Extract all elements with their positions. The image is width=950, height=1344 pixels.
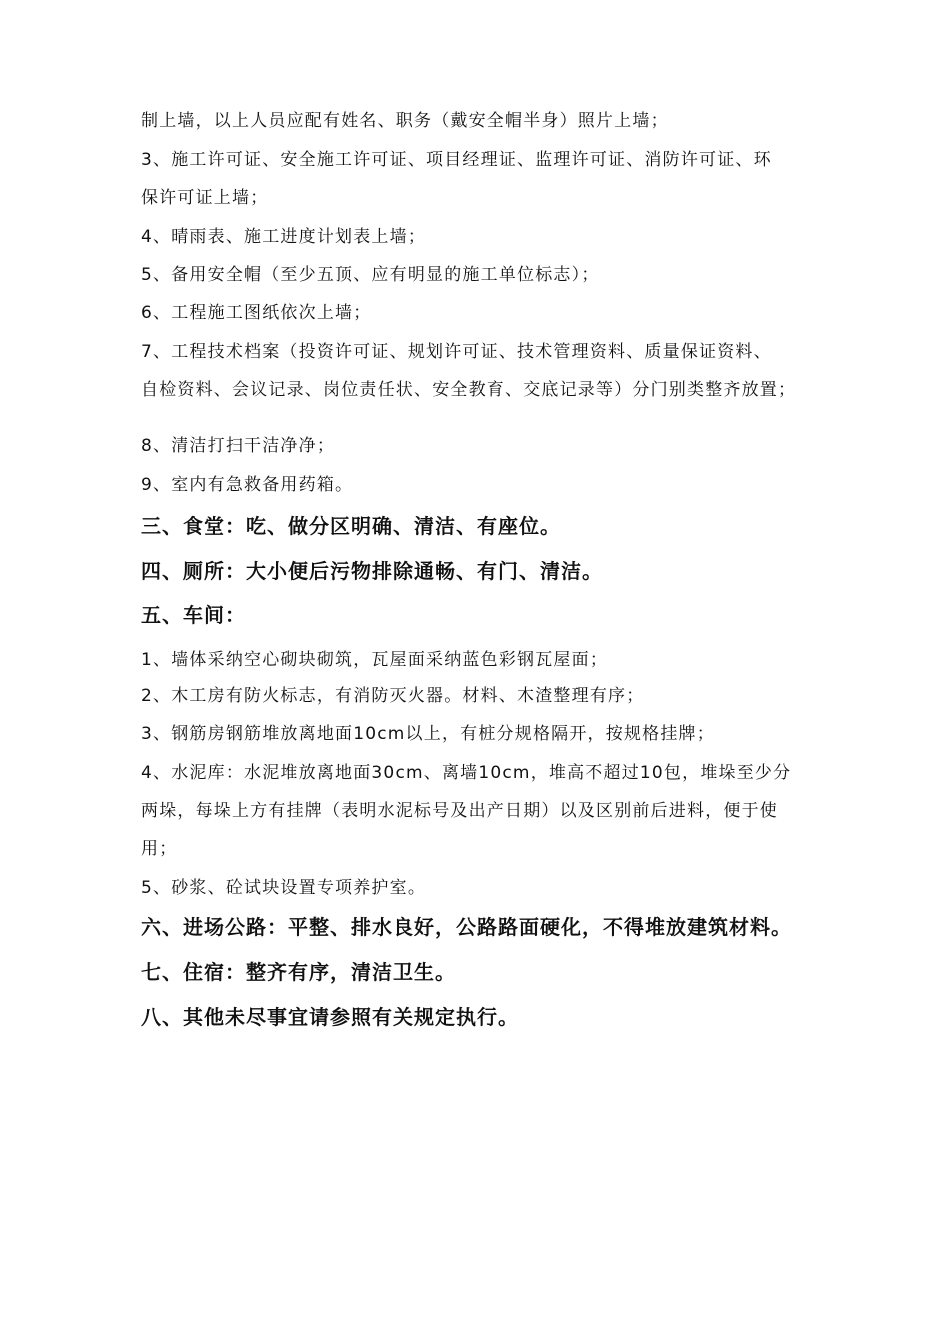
section-heading-workshop: 五、车间：	[141, 603, 246, 627]
list-item-7: 7、工程技术档案（投资许可证、规划许可证、技术管理资料、质量保证资料、	[141, 342, 772, 362]
section-heading-access-road: 六、进场公路：平整、排水良好，公路路面硬化，不得堆放建筑材料。	[141, 915, 792, 939]
list-item-5: 5、砂浆、砼试块设置专项养护室。	[141, 878, 427, 898]
list-item-7-continued: 自检资料、会议记录、岗位责任状、安全教育、交底记录等）分门别类整齐放置；	[141, 380, 797, 400]
section-heading-dormitory: 七、住宿：整齐有序，清洁卫生。	[141, 960, 456, 984]
list-item-4: 4、晴雨表、施工进度计划表上墙；	[141, 227, 427, 247]
paragraph-line: 制上墙，以上人员应配有姓名、职务（戴安全帽半身）照片上墙；	[141, 111, 669, 131]
section-heading-toilet: 四、厕所：大小便后污物排除通畅、有门、清洁。	[141, 559, 603, 583]
list-item-3: 3、钢筋房钢筋堆放离地面10cm以上，有桩分规格隔开，按规格挂牌；	[141, 724, 715, 744]
list-item-4-continued: 两垛，每垛上方有挂牌（表明水泥标号及出产日期）以及区别前后进料，便于使	[141, 801, 778, 821]
list-item-8: 8、清洁打扫干洁净净；	[141, 436, 336, 456]
section-heading-other: 八、其他未尽事宜请参照有关规定执行。	[141, 1005, 519, 1029]
list-item-6: 6、工程施工图纸依次上墙；	[141, 303, 372, 323]
list-item-2: 2、木工房有防火标志，有消防灭火器。材料、木渣整理有序；	[141, 686, 645, 706]
list-item-9: 9、室内有急救备用药箱。	[141, 475, 354, 495]
list-item-1: 1、墙体采纳空心砌块砌筑，瓦屋面采纳蓝色彩钢瓦屋面；	[141, 650, 609, 670]
list-item-5: 5、备用安全帽（至少五顶、应有明显的施工单位标志）；	[141, 265, 600, 285]
list-item-3-continued: 保许可证上墙；	[141, 188, 269, 208]
section-heading-canteen: 三、食堂：吃、做分区明确、清洁、有座位。	[141, 514, 561, 538]
list-item-4-continued: 用；	[141, 839, 178, 859]
list-item-3: 3、施工许可证、安全施工许可证、项目经理证、监理许可证、消防许可证、环	[141, 150, 772, 170]
list-item-4: 4、水泥库：水泥堆放离地面30cm、离墙10cm，堆高不超过10包，堆垛至少分	[141, 763, 792, 783]
